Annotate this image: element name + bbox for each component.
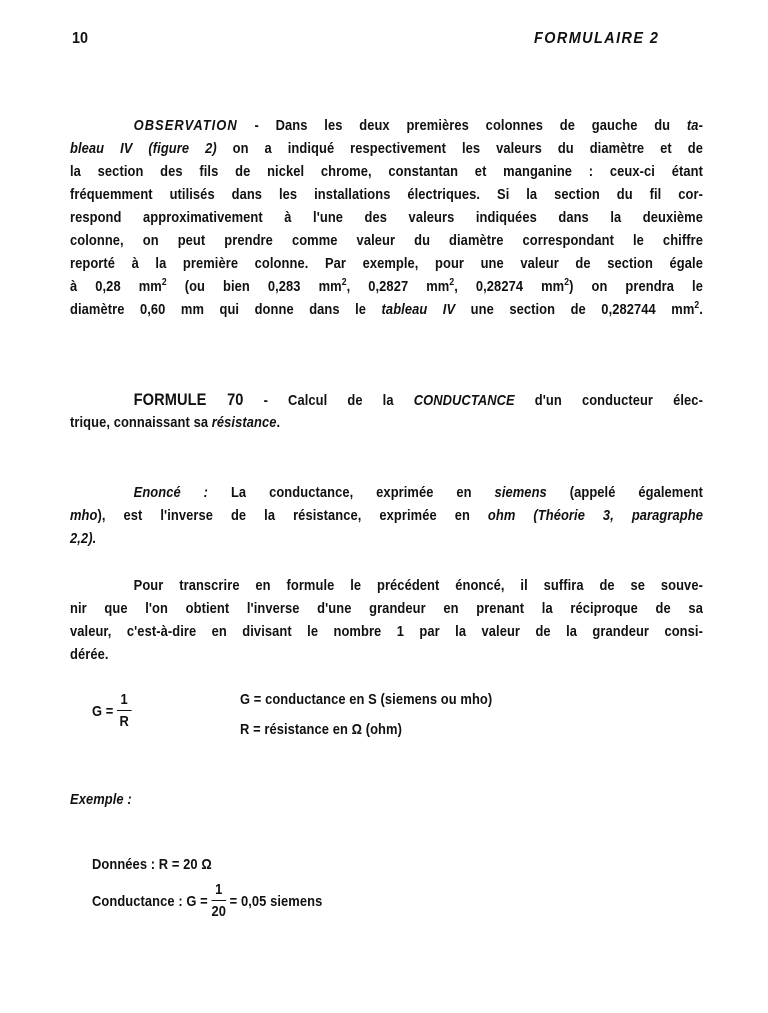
transcription-line xyxy=(70,643,703,666)
text-run: (ou bien 0,283 mm xyxy=(166,278,342,295)
text-run: fréquemment utilisés dans les installations électriques. Si la section du fil cor- xyxy=(70,186,703,203)
text-run: trique, connaissant sa xyxy=(70,414,212,431)
formula-lhs: G = xyxy=(92,703,114,720)
superscript: 2 xyxy=(161,277,167,288)
example-heading: Exemple : xyxy=(70,791,132,808)
formule-line xyxy=(70,411,703,434)
italic-text: CONDUCTANCE xyxy=(413,392,515,409)
italic-text: ohm (Théorie 3, paragraphe xyxy=(487,507,703,524)
example-numerator: 1 xyxy=(211,880,226,901)
formula-legend-g: G = conductance en S (siemens ou mho) xyxy=(240,691,493,708)
text-run: . xyxy=(276,414,281,431)
text-run: la section des fils de nickel chrome, constantan et manganine : ceux-ci étant xyxy=(70,163,703,180)
formule-lead: FORMULE 70 xyxy=(133,390,244,409)
superscript: 2 xyxy=(449,277,455,288)
italic-text: ta- xyxy=(686,117,703,134)
formule-line xyxy=(70,388,703,411)
example-conductance xyxy=(92,880,322,923)
running-title: FORMULAIRE 2 xyxy=(534,30,660,47)
observation-line xyxy=(70,252,703,275)
enonce-line xyxy=(70,481,703,504)
observation-line xyxy=(70,206,703,229)
text-run: respond approximativement à l'une des valeurs indiquées dans la deuxième xyxy=(70,209,703,226)
italic-text: Enoncé : xyxy=(133,484,209,501)
transcription-paragraph xyxy=(70,574,703,666)
observation-line xyxy=(70,229,703,252)
text-run: on a indiqué respectivement les valeurs du diamètre et de xyxy=(216,140,703,157)
enonce-line xyxy=(70,527,703,550)
text-run: à 0,28 mm xyxy=(70,278,162,295)
enonce-paragraph xyxy=(70,481,703,550)
formula-main xyxy=(92,690,131,733)
transcription-line xyxy=(70,574,703,597)
example-conductance-prefix: Conductance : G = xyxy=(92,893,208,910)
observation-line xyxy=(70,160,703,183)
transcription-line xyxy=(70,620,703,643)
example-denominator: 20 xyxy=(211,903,226,920)
text-run: une section de 0,282744 mm xyxy=(455,301,695,318)
superscript: 2 xyxy=(341,277,347,288)
italic-text: 2,2). xyxy=(70,530,97,547)
text-run: ) on prendra le xyxy=(569,278,703,295)
text-run: ), est l'inverse de la résistance, exprimée en xyxy=(97,507,488,524)
text-run: nir que l'on obtient l'inverse d'une grandeur en prenant la réciproque de sa xyxy=(70,600,703,617)
observation-paragraph xyxy=(70,114,703,321)
observation-line xyxy=(70,275,703,298)
text-run: . xyxy=(699,301,703,318)
text-run: colonne, on peut prendre comme valeur du diamètre correspondant le chiffre xyxy=(70,232,703,249)
formula-fraction xyxy=(117,690,131,733)
text-run: d'un conducteur élec- xyxy=(514,392,703,409)
text-run: , 0,2827 mm xyxy=(346,278,450,295)
superscript: 2 xyxy=(564,277,570,288)
text-run: La conductance, exprimée en xyxy=(208,484,495,501)
formula-numerator: 1 xyxy=(117,690,131,711)
italic-text: mho xyxy=(70,507,98,524)
observation-line xyxy=(70,114,703,137)
example-fraction xyxy=(211,880,226,923)
observation-line xyxy=(70,137,703,160)
observation-line xyxy=(70,298,703,321)
text-run: - Calcul de la xyxy=(243,392,414,409)
enonce-line xyxy=(70,504,703,527)
italic-text: résistance xyxy=(211,414,277,431)
text-run: - Dans les deux premières colonnes de gauche du xyxy=(237,117,687,134)
observation-line xyxy=(70,183,703,206)
text-run: , 0,28274 mm xyxy=(454,278,565,295)
observation-lead: OBSERVATION xyxy=(133,117,238,134)
example-result: = 0,05 siemens xyxy=(229,893,323,910)
text-run: dérée. xyxy=(70,646,109,663)
italic-text: tableau IV xyxy=(381,301,456,318)
transcription-line xyxy=(70,597,703,620)
italic-text: bleau IV (figure 2) xyxy=(70,140,217,157)
text-run: (appelé également xyxy=(546,484,703,501)
superscript: 2 xyxy=(694,300,700,311)
formule-heading xyxy=(70,388,703,434)
italic-text: siemens xyxy=(494,484,547,501)
text-run: valeur, c'est-à-dire en divisant le nombre 1 par la valeur de la grandeur consi- xyxy=(70,623,703,640)
formula-legend-r: R = résistance en Ω (ohm) xyxy=(240,721,402,738)
text-run: Pour transcrire en formule le précédent énoncé, il suffira de se souve- xyxy=(133,577,703,594)
example-donnees: Données : R = 20 Ω xyxy=(92,856,212,873)
formula-denominator: R xyxy=(119,713,129,730)
page-number: 10 xyxy=(72,30,89,47)
text-run: reporté à la première colonne. Par exemple, pour une valeur de section égale xyxy=(70,255,703,272)
text-run: diamètre 0,60 mm qui donne dans le xyxy=(70,301,382,318)
